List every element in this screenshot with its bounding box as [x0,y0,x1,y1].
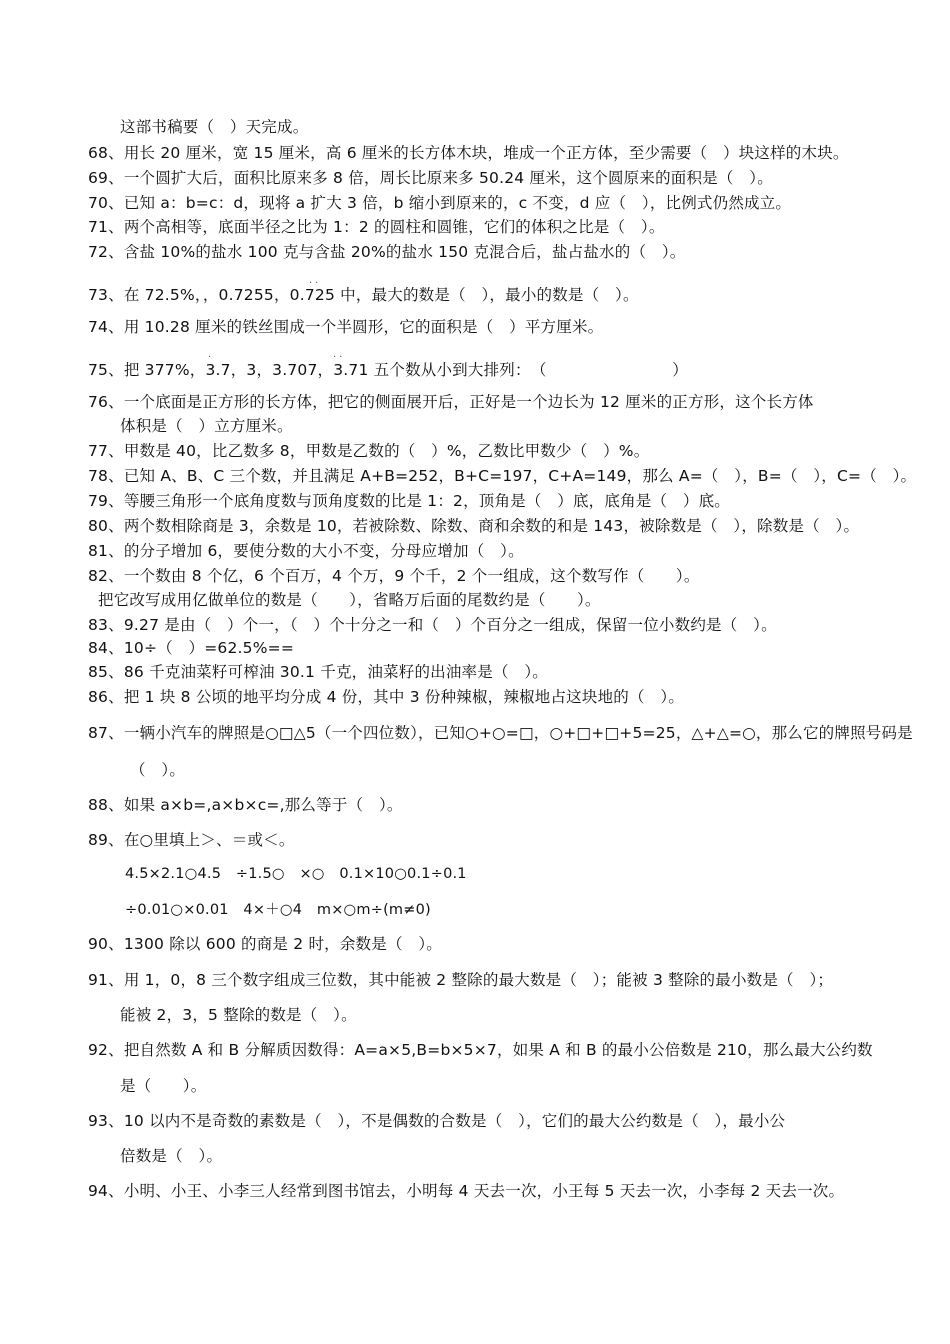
question-78: 78、已知 A、B、C 三个数，并且满足 A+B=252，B+C=197，C+A=149，那么 A=（ ），B=（ ），C=（ ）。 [88,467,917,485]
question-72: 72、含盐 10%的盐水 100 克与含盐 20%的盐水 150 克混合后，盐占盐水的（ ）。 [88,243,686,261]
question-93-continuation: 倍数是（ ）。 [120,1147,223,1165]
question-90: 90、1300 除以 600 的商是 2 时，余数是（ ）。 [88,935,443,953]
question-89-row-1: 4.5×2.1○4.5 ÷1.5○ ×○ 0.1×10○0.1÷0.1 [125,866,467,882]
question-87: 87、一辆小汽车的牌照是○□△5（一个四位数），已知○+○=□，○+□+□+5=25，△+△=○，那么它的牌照号码是 [88,724,913,742]
question-92-continuation: 是（ ）。 [120,1077,207,1095]
repeating-decimal-dots: ·· [309,278,322,289]
repeating-decimal-dots: ·· [333,352,346,363]
question-69: 69、一个圆扩大后，面积比原来多 8 倍，周长比原来多 50.24 厘米，这个圆原来的面积是（ ）。 [88,169,773,187]
question-73: 73、在 72.5%，，0.7255，0.725 中，最大的数是（ ），最小的数是（ ）。 [88,286,639,304]
question-82: 82、一个数由 8 个亿，6 个百万，4 个万，9 个千，2 个一组成，这个数写作（ ）。 [88,567,700,585]
question-76-continuation: 体积是（ ）立方厘米。 [120,417,293,435]
question-83: 83、9.27 是由（ ）个一，（ ）个十分之一和（ ）个百分之一组成，保留一位小数约是（ ）。 [88,616,777,634]
question-85: 85、86 千克油菜籽可榨油 30.1 千克，油菜籽的出油率是（ ）。 [88,663,548,681]
question-86: 86、把 1 块 8 公顷的地平均分成 4 份，其中 3 份种辣椒，辣椒地占这块地的（ ）。 [88,688,685,706]
question-79: 79、等腰三角形一个底角度数与顶角度数的比是 1：2，顶角是（ ）底，底角是（ ）底。 [88,492,730,510]
question-89: 89、在○里填上＞、＝或＜。 [88,831,295,849]
question-87-continuation: （ ）。 [130,761,186,779]
question-89-row-2: ÷0.01○×0.01 4×＋○4 m×○m÷(m≠0) [125,902,431,918]
question-91-continuation: 能被 2，3，5 整除的数是（ ）。 [120,1006,357,1024]
question-93: 93、10 以内不是奇数的素数是（ ），不是偶数的合数是（ ），它们的最大公约数是（ ），最小公 [88,1112,786,1130]
question-82-continuation: 把它改写成用亿做单位的数是（ ），省略万后面的尾数约是（ ）。 [98,591,601,609]
question-88: 88、如果 a×b=,a×b×c=,那么等于（ ）。 [88,796,403,814]
question-80: 80、两个数相除商是 3，余数是 10，若被除数、除数、商和余数的和是 143，被除数是（ ），除数是（ ）。 [88,517,860,535]
line-67-continuation: 这部书稿要（ ）天完成。 [120,118,309,136]
question-92: 92、把自然数 A 和 B 分解质因数得：A=a×5,B=b×5×7，如果 A 和 B 的最小公倍数是 210，那么最大公约数 [88,1041,873,1059]
question-74: 74、用 10.28 厘米的铁丝围成一个半圆形，它的面积是（ ）平方厘米。 [88,318,604,336]
question-68: 68、用长 20 厘米，宽 15 厘米，高 6 厘米的长方体木块，堆成一个正方体，至少需要（ ）块这样的木块。 [88,144,849,162]
question-71: 71、两个高相等，底面半径之比为 1：2 的圆柱和圆锥，它们的体积之比是（ ）。 [88,218,665,236]
question-77: 77、甲数是 40，比乙数多 8，甲数是乙数的（ ）%，乙数比甲数少（ ）%。 [88,442,650,460]
question-76: 76、一个底面是正方形的长方体，把它的侧面展开后，正好是一个边长为 12 厘米的正方形，这个长方体 [88,393,814,411]
repeating-decimal-dot: · [208,352,215,363]
question-94: 94、小明、小王、小李三人经常到图书馆去，小明每 4 天去一次，小王每 5 天去一次，小李每 2 天去一次。 [88,1182,845,1200]
question-84: 84、10÷（ ）=62.5%== [88,639,295,657]
question-75: 75、把 377%，3.7，3，3.707，3.71 五个数从小到大排列： （ ） [88,361,688,379]
question-91: 91、用 1，0，8 三个数字组成三位数，其中能被 2 整除的最大数是（ ）；能被 3 整除的最小数是（ ）； [88,971,834,989]
question-70: 70、已知 a：b=c：d，现将 a 扩大 3 倍，b 缩小到原来的，c 不变，d 应（ ），比例式仍然成立。 [88,194,792,212]
question-81: 81、的分子增加 6，要使分数的大小不变，分母应增加（ ）。 [88,542,524,560]
